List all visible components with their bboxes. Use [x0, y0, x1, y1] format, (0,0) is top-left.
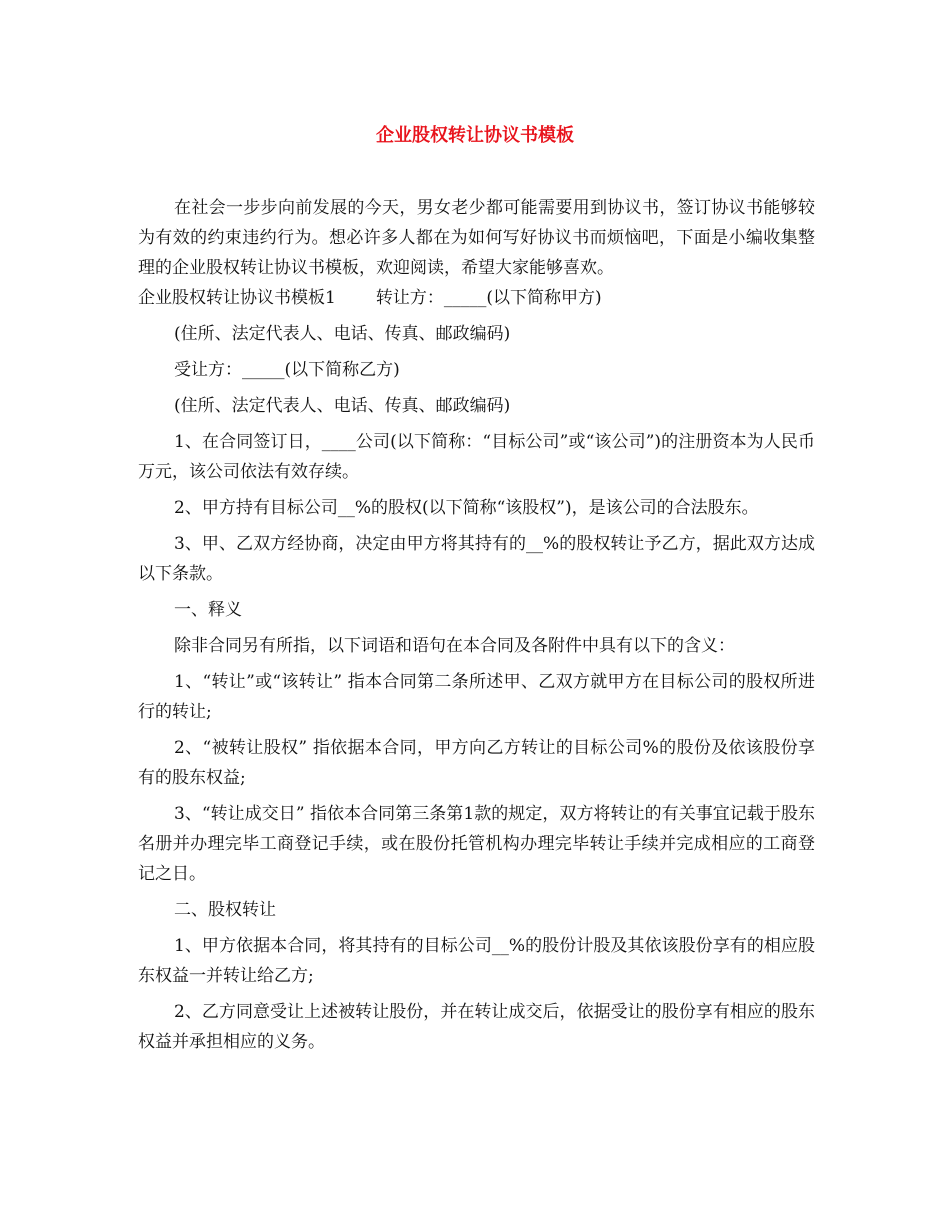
intro-paragraph: 在社会一步步向前发展的今天，男女老少都可能需要用到协议书，签订协议书能够较为有效的约束违约行为。想必许多人都在为如何写好协议书而烦恼吧，下面是小编收集整理的企业股权转让协议书模板，欢迎阅读，希望大家能够喜欢。	[138, 198, 815, 278]
section-1-intro: 除非合同另有所指，以下词语和语句在本合同及各附件中具有以下的含义：	[174, 636, 735, 656]
recital-3: 3、甲、乙双方经协商，决定由甲方将其持有的__%的股权转让予乙方，据此双方达成以下条款。	[138, 534, 815, 584]
definition-2: 2、“被转让股权” 指依据本合同，甲方向乙方转让的目标公司%的股份及依该股份享有的股东权益;	[138, 738, 815, 788]
transferee-info: (住所、法定代表人、电话、传真、邮政编码)	[174, 396, 511, 416]
document-title: 企业股权转让协议书模板	[376, 125, 574, 146]
recital-1: 1、在合同签订日，____公司(以下简称：“目标公司”或“该公司”)的注册资本为人民币万元，该公司依法有效存续。	[138, 432, 815, 482]
template-label: 企业股权转让协议书模板1	[138, 288, 336, 308]
transferee-line: 受让方：_____(以下简称乙方)	[174, 360, 400, 380]
definition-3: 3、“转让成交日” 指依本合同第三条第1款的规定，双方将转让的有关事宜记载于股东名册并办理完毕工商登记手续，或在股份托管机构办理完毕转让手续并完成相应的工商登记之日。	[138, 804, 815, 884]
transferor-info: (住所、法定代表人、电话、传真、邮政编码)	[174, 324, 511, 344]
recital-2: 2、甲方持有目标公司__%的股权(以下简称“该股权”)，是该公司的合法股东。	[174, 498, 759, 518]
document-body	[138, 193, 815, 1057]
template-heading-line	[138, 283, 815, 313]
section-2-heading: 二、股权转让	[174, 900, 276, 920]
clause-2-1: 1、甲方依据本合同，将其持有的目标公司__%的股份计股及其依该股份享有的相应股东权益一并转让给乙方;	[138, 936, 815, 986]
clause-2-2: 2、乙方同意受让上述被转让股份，并在转让成交后，依据受让的股份享有相应的股东权益并承担相应的义务。	[138, 1002, 815, 1052]
section-1-heading: 一、释义	[174, 600, 242, 620]
transferor-line: 转让方：_____(以下简称甲方)	[375, 288, 602, 308]
definition-1: 1、“转让”或“该转让” 指本合同第二条所述甲、乙双方就甲方在目标公司的股权所进行的转让;	[138, 672, 815, 722]
